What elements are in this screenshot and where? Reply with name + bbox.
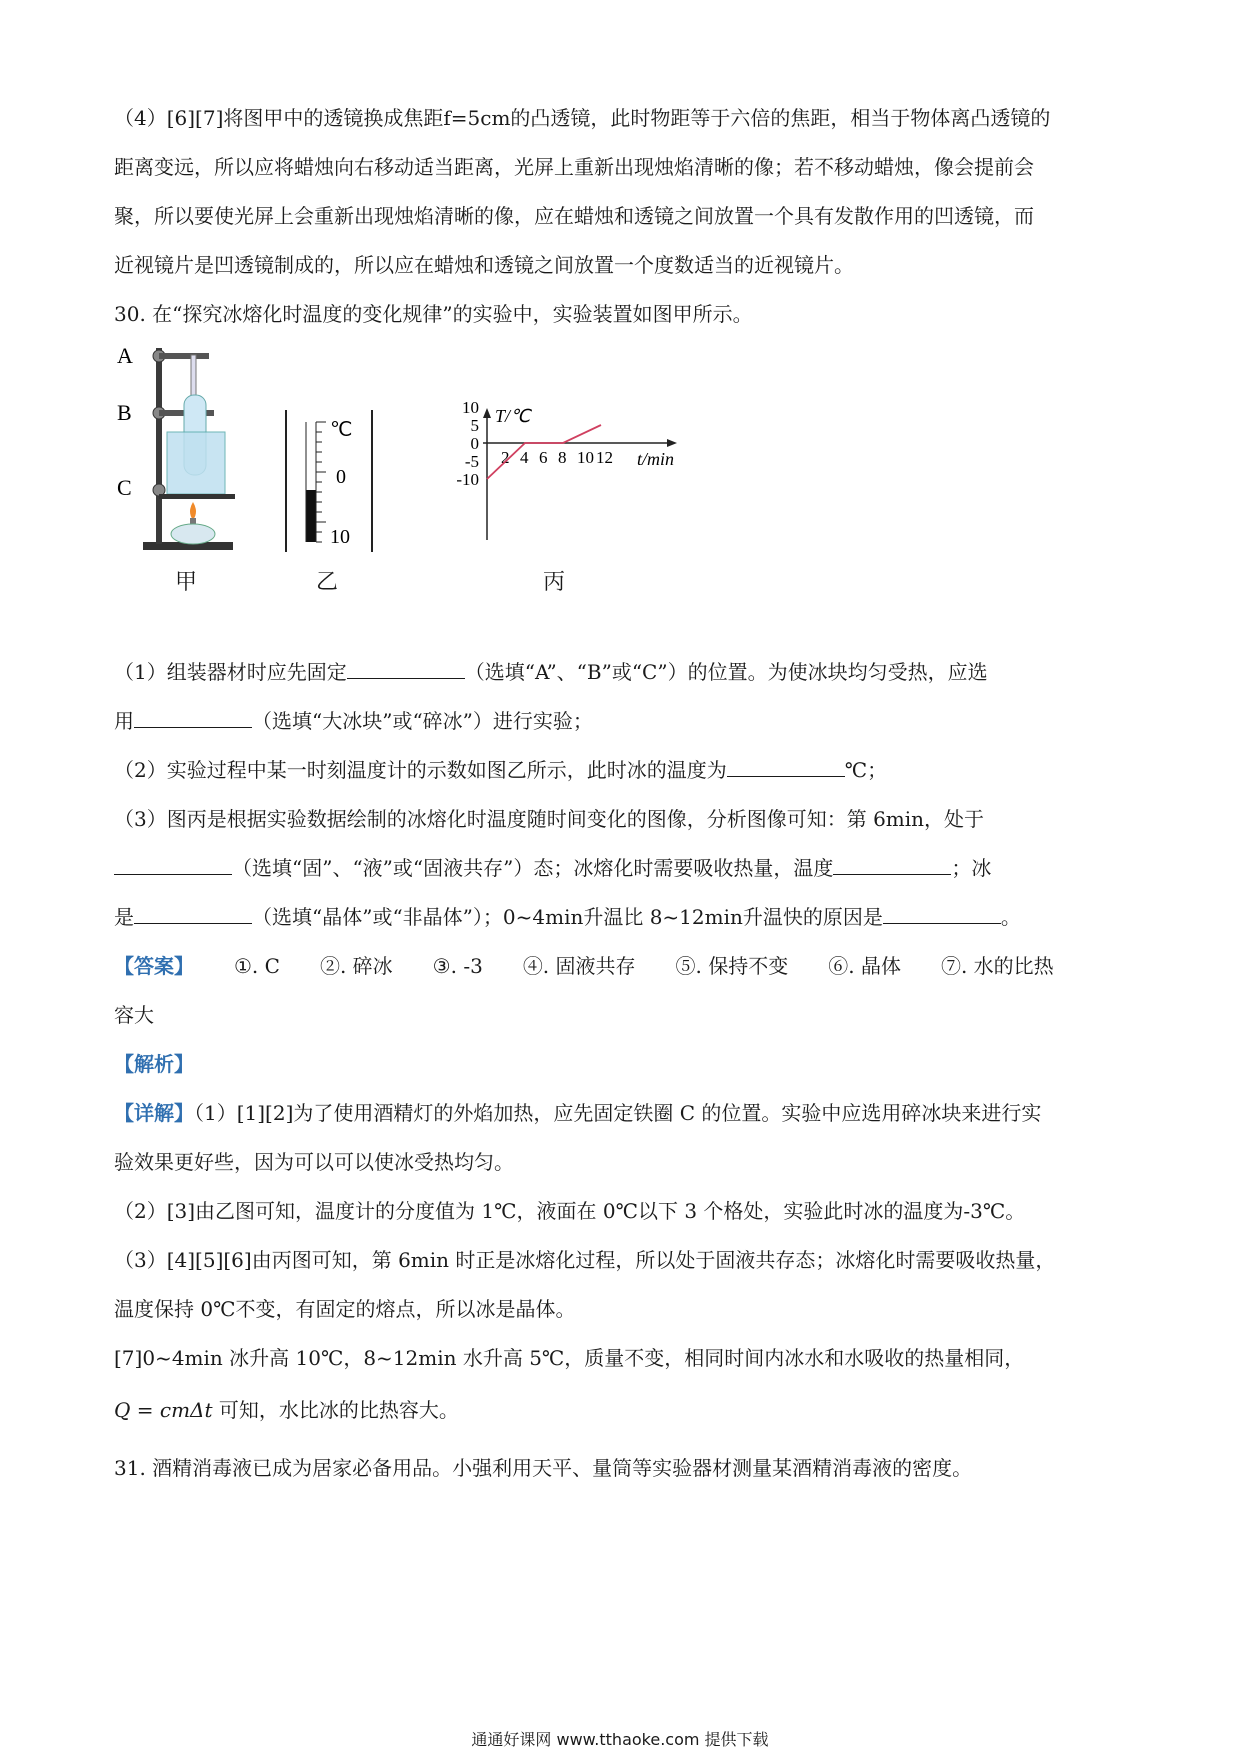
answer-line [114, 951, 1054, 981]
answer-blank-4[interactable] [114, 854, 232, 875]
question-31-title: 31. 酒精消毒液已成为居家必备用品。小强利用天平、量筒等实验器材测量某酒精消毒液的密度。 [114, 1456, 973, 1480]
answer-blank-1[interactable] [347, 658, 465, 679]
answer-item: ①. C [234, 954, 280, 978]
answer-blank-2[interactable] [134, 707, 252, 728]
answer-item: ⑦. 水的比热 [940, 954, 1054, 978]
caption-bing: 丙 [543, 570, 566, 595]
caption-yi: 乙 [316, 570, 339, 595]
y-tick-label: 0 [470, 434, 479, 453]
detail-line: （2）[3]由乙图可知，温度计的分度值为 1℃，液面在 0℃以下 3 个格处，实验此时冰的温度为-3℃。 [114, 1199, 1026, 1223]
answer-item: ⑥. 晶体 [828, 954, 901, 978]
answer-item: ③. -3 [432, 954, 483, 978]
answer-blank-6[interactable] [134, 903, 252, 924]
answer-blank-3[interactable] [727, 756, 845, 777]
x-tick-label: 12 [596, 448, 613, 467]
apparatus-figure [115, 340, 240, 555]
detail-line: （3）[4][5][6]由丙图可知，第 6min 时正是冰熔化过程，所以处于固液共存态；冰熔化时需要吸收热量， [114, 1248, 1056, 1272]
question-2-line: （2）实验过程中某一时刻温度计的示数如图乙所示，此时冰的温度为 ℃； [114, 758, 888, 782]
question-30-title: 30. 在“探究冰熔化时温度的变化规律”的实验中，实验装置如图甲所示。 [114, 302, 753, 326]
x-tick-label: 2 [501, 448, 510, 467]
analysis-tag: 【解析】 [114, 1052, 194, 1076]
page-footer: 通通好课网 www.tthaoke.com 提供下载 [471, 1730, 769, 1749]
answer-item: ④. 固液共存 [522, 954, 636, 978]
stand-label-c: C [117, 475, 132, 500]
detail-line: [7]0~4min 冰升高 10℃，8~12min 水升高 5℃，质量不变，相同时间内冰水和水吸收的热量相同， [114, 1346, 1025, 1370]
y-axis-label: T/℃ [495, 406, 531, 426]
y-tick-label: -10 [456, 470, 479, 489]
stand-label-b: B [117, 400, 132, 425]
temperature-time-chart [425, 398, 685, 555]
thermometer-tick-10: 10 [330, 526, 350, 548]
question-3-line: 是 （选填“晶体”或“非晶体”）；0~4min升温比 8~12min升温快的原因是 。 [114, 905, 1021, 929]
answer-item: ⑤. 保持不变 [675, 954, 789, 978]
text-line: 距离变远，所以应将蜡烛向右移动适当距离，光屏上重新出现烛焰清晰的像；若不移动蜡烛，像会提前会 [114, 155, 1034, 179]
text-line: 聚，所以要使光屏上会重新出现烛焰清晰的像，应在蜡烛和透镜之间放置一个具有发散作用的凹透镜，而 [114, 204, 1034, 228]
thermometer-liquid [306, 490, 316, 542]
x-tick-label: 8 [558, 448, 567, 467]
answer-blank-7[interactable] [883, 903, 1001, 924]
y-tick-label: -5 [464, 452, 479, 471]
detail-line: 验效果更好些，因为可以可以使冰受热均匀。 [114, 1150, 514, 1174]
question-3-line: （3）图丙是根据实验数据绘制的冰熔化时温度随时间变化的图像，分析图像可知：第 6min，处于 [114, 807, 985, 831]
y-axis-arrow [483, 408, 491, 418]
question-1-line: （1）组装器材时应先固定 （选填“A”、“B”或“C”）的位置。为使冰块均匀受热，应选 [114, 660, 988, 684]
detail-line: 温度保持 0℃不变，有固定的熔点，所以冰是晶体。 [114, 1297, 576, 1321]
detail-line: Q = cmΔt 可知，水比冰的比热容大。 [114, 1398, 459, 1422]
thermometer-tick-0: 0 [336, 466, 346, 488]
thermometer-unit: ℃ [330, 419, 353, 441]
x-axis-arrow [667, 439, 677, 447]
text-line: （4）[6][7]将图甲中的透镜换成焦距f=5cm的凸透镜，此时物距等于六倍的焦距，相当于物体离凸透镜的 [114, 106, 1051, 130]
x-tick-label: 6 [539, 448, 548, 467]
y-tick-label: 10 [462, 398, 479, 417]
detail-line: 【详解】（1）[1][2]为了使用酒精灯的外焰加热，应先固定铁圈 C 的位置。实验中应选用碎冰块来进行实 [114, 1101, 1042, 1125]
formula: Q = cmΔt [114, 1398, 213, 1422]
x-tick-label: 4 [520, 448, 529, 467]
thermometer-figure [282, 410, 382, 555]
answer-blank-5[interactable] [833, 854, 951, 875]
answer-item: ②. 碎冰 [319, 954, 393, 978]
detail-tag: 【详解】 [114, 1101, 194, 1125]
y-tick-label: 5 [470, 416, 479, 435]
question-3-line: （选填“固”、“液”或“固液共存”）态；冰熔化时需要吸收热量，温度 ；冰 [114, 853, 991, 883]
x-tick-label: 10 [577, 448, 594, 467]
question-1-line: 用 （选填“大冰块”或“碎冰”）进行实验； [114, 709, 593, 733]
stand-label-a: A [117, 343, 133, 368]
answer-continuation: 容大 [114, 1003, 154, 1027]
answer-tag: 【答案】 [114, 954, 194, 978]
text-line: 近视镜片是凹透镜制成的，所以应在蜡烛和透镜之间放置一个度数适当的近视镜片。 [114, 253, 854, 277]
caption-jia: 甲 [175, 570, 198, 595]
x-axis-label: t/min [637, 449, 675, 469]
